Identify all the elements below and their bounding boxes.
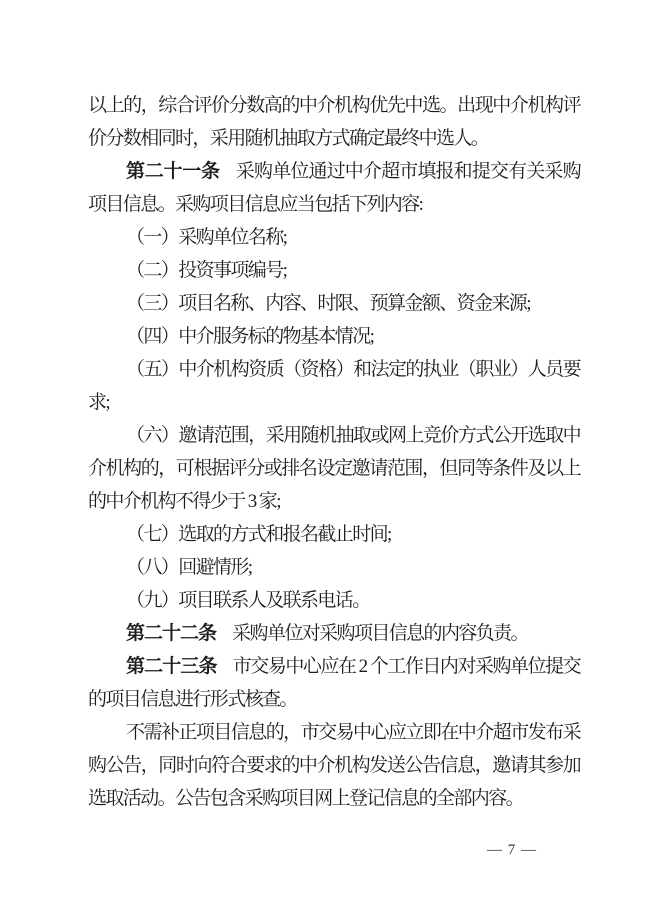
item-4-text: （四）中介服务标的物基本情况; [126,326,374,347]
article-23-text: 市交易中心应在 2 个工作日内对采购单位提交的项目信息进行形式核查。 [88,656,580,710]
page-number: — 7 — [487,842,537,858]
item-5 [88,353,580,419]
item-8 [88,551,580,584]
article-21-term: 第二十一条 [126,161,220,182]
item-7 [88,518,580,551]
item-6 [88,419,580,518]
article-22-text: 采购单位对采购项目信息的内容负责。 [232,623,528,644]
article-23 [88,650,580,716]
item-8-text: （八）回避情形; [126,557,252,578]
item-9 [88,584,580,617]
paragraph-announcement-text: 不需补正项目信息的，市交易中心应立即在中介超市发布采购公告，同时向符合要求的中介机构发送公告信息，邀请其参加选取活动。公告包含采购项目网上登记信息的全部内容。 [88,722,580,809]
item-2-text: （二）投资事项编号; [126,260,287,281]
item-9-text: （九）项目联系人及联系电话。 [126,590,370,611]
paragraph-announcement [88,716,580,815]
document-body [88,89,580,815]
item-1 [88,221,580,254]
item-1-text: （一）采购单位名称; [126,227,287,248]
item-6-text: （六）邀请范围，采用随机抽取或网上竞价方式公开选取中介机构的，可根据评分或排名设定邀请范围，但同等条件及以上的中介机构不得少于 3 家; [88,425,580,512]
item-3 [88,287,580,320]
article-21 [88,155,580,221]
paragraph-continuation [88,89,580,155]
item-3-text: （三）项目名称、内容、时限、预算金额、资金来源; [126,293,530,314]
item-2 [88,254,580,287]
article-22-term: 第二十二条 [126,623,217,644]
item-7-text: （七）选取的方式和报名截止时间; [126,524,391,545]
item-5-text: （五）中介机构资质（资格）和法定的执业（职业）人员要求; [88,359,580,413]
article-21-text: 采购单位通过中介超市填报和提交有关采购项目信息。采购项目信息应当包括下列内容: [88,161,580,215]
article-23-term: 第二十三条 [126,656,217,677]
article-22 [88,617,580,650]
item-4 [88,320,580,353]
paragraph-text: 以上的，综合评价分数高的中介机构优先中选。出现中介机构评价分数相同时，采用随机抽取方式确定最终中选人。 [88,95,580,149]
